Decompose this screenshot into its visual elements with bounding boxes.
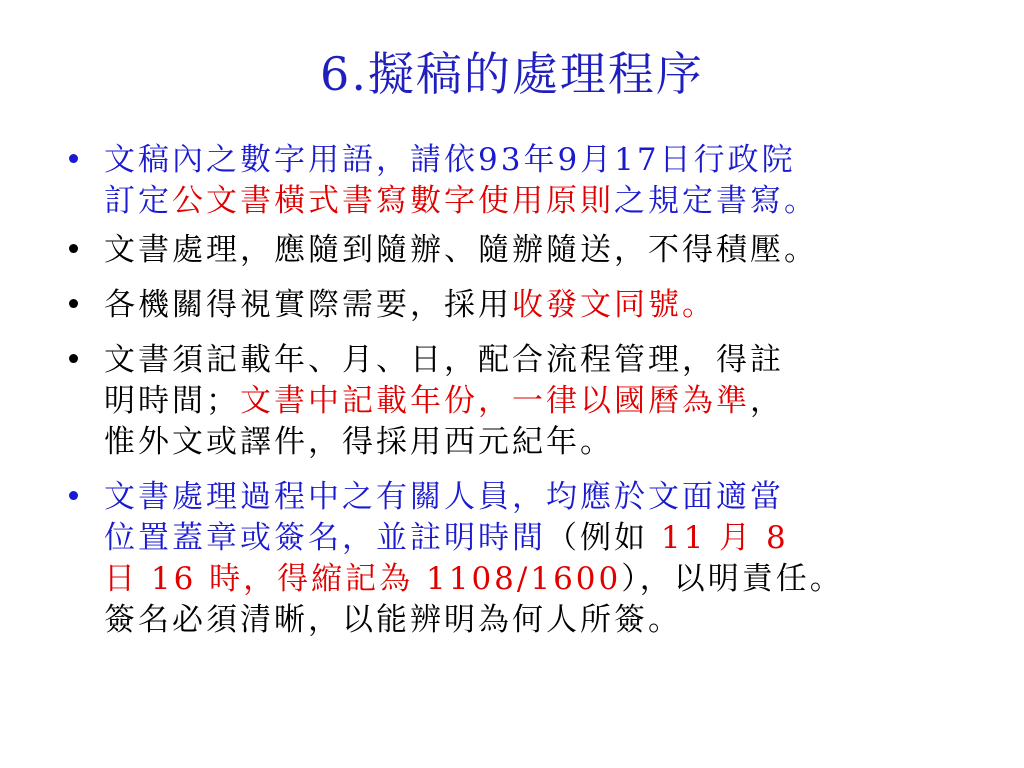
bullet-item-signature xyxy=(60,477,1010,641)
bullet-text-line: 文書須記載年、月、日，配合流程管理，得註 xyxy=(104,342,784,378)
slide-title: 6.擬稿的處理程序 xyxy=(320,47,704,101)
highlighted-text: 日 16 時，得縮記為 1108/1600 xyxy=(104,561,622,597)
highlighted-text: 公文書橫式書寫數字使用原則 xyxy=(172,183,614,219)
highlighted-text: 收發文同號。 xyxy=(512,287,716,323)
bullet-text: 各機關得視實際需要，採用 xyxy=(104,287,512,323)
bullet-text: （例如 xyxy=(546,520,661,556)
bullet-text-line: 文稿內之數字用語，請依93年9月17日行政院 xyxy=(104,142,796,178)
bullet-list xyxy=(60,140,1010,655)
bullet-item-processing xyxy=(60,230,1010,271)
highlighted-text: 文書中記載年份，一律以國曆為準 xyxy=(240,383,750,419)
bullet-item-dates xyxy=(60,340,1010,463)
bullet-item-same-number xyxy=(60,285,1010,326)
bullet-text: 位置蓋章或簽名，並註明時間 xyxy=(104,520,546,556)
highlighted-text: 11 月 8 xyxy=(660,520,789,556)
bullet-marker: • xyxy=(64,479,86,515)
bullet-text: 訂定 xyxy=(104,183,172,219)
bullet-text-line: 惟外文或譯件，得採用西元紀年。 xyxy=(104,424,614,460)
bullet-marker: • xyxy=(64,232,86,268)
bullet-text: ），以明責任。 xyxy=(621,561,844,597)
bullet-marker: • xyxy=(64,142,86,178)
bullet-text-line: 簽名必須清晰，以能辨明為何人所簽。 xyxy=(104,602,682,638)
bullet-marker: • xyxy=(64,342,86,378)
bullet-text: ， xyxy=(750,383,784,419)
bullet-text: 明時間； xyxy=(104,383,240,419)
bullet-item-numbering-rule xyxy=(60,140,1010,222)
bullet-text: 之規定書寫。 xyxy=(614,183,818,219)
bullet-marker: • xyxy=(64,287,86,323)
bullet-text: 文書處理，應隨到隨辦、隨辦隨送，不得積壓。 xyxy=(104,232,818,268)
bullet-text-line: 文書處理過程中之有關人員，均應於文面適當 xyxy=(104,479,784,515)
